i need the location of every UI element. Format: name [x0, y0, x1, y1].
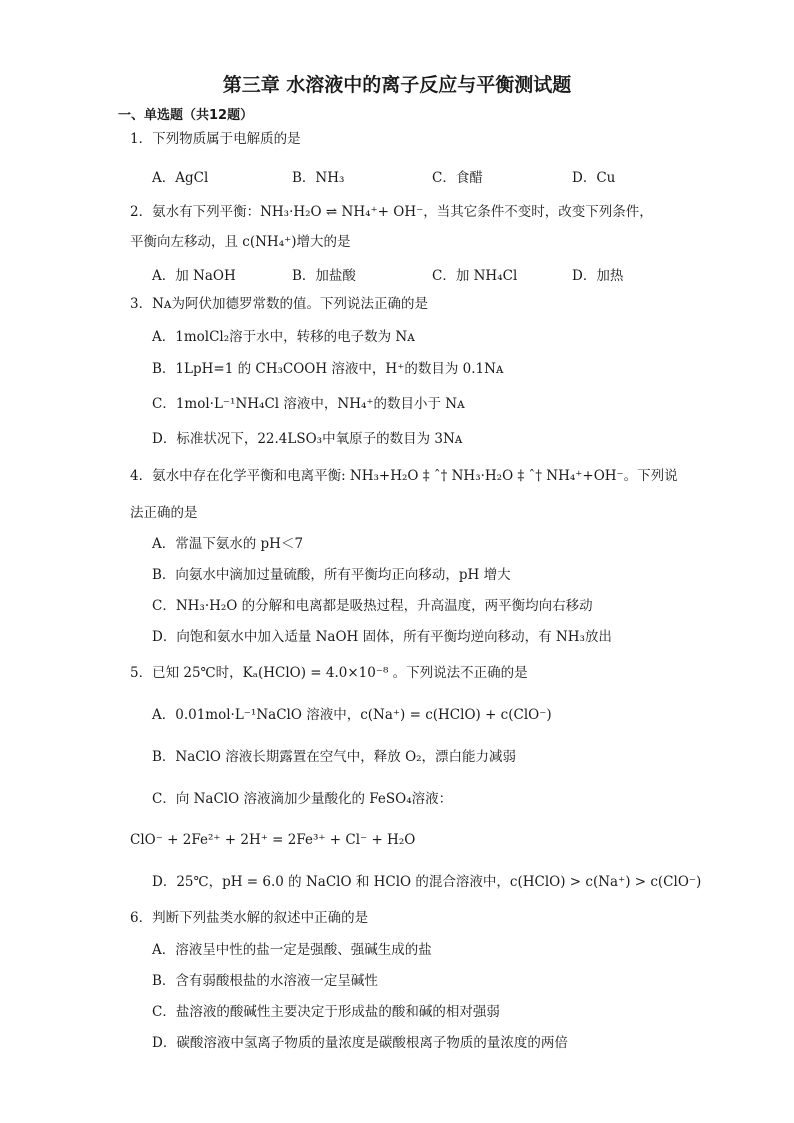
question-3-option-b: B．1LpH=1 的 CH₃COOH 溶液中，H⁺的数目为 0.1Nᴀ — [152, 361, 504, 377]
question-4-option-b: B．向氨水中滴加过量硫酸，所有平衡均正向移动，pH 增大 — [152, 567, 511, 583]
question-1-stem: 1．下列物质属于电解质的是 — [130, 131, 301, 147]
section-heading: 一、单选题（共12题） — [118, 108, 254, 123]
question-3-option-c: C．1mol·L⁻¹NH₄Cl 溶液中，NH₄⁺的数目小于 Nᴀ — [152, 396, 465, 412]
question-4-stem-line1: 4．氨水中存在化学平衡和电离平衡: NH₃+H₂O ‡ ˆ† NH₃·H₂O ‡ ˆ† NH₄⁺+OH⁻。下列说 — [130, 468, 678, 484]
question-5-option-b: B．NaClO 溶液长期露置在空气中，释放 O₂，漂白能力减弱 — [152, 749, 517, 765]
question-1-option-c: C．食醋 — [432, 170, 483, 186]
question-5-stem: 5．已知 25℃时，Kₐ(HClO) = 4.0×10⁻⁸ 。下列说法不正确的是 — [130, 665, 528, 681]
question-2-option-d: D．加热 — [572, 268, 624, 284]
page-title: 第三章 水溶液中的离子反应与平衡测试题 — [222, 74, 572, 96]
question-2-stem-line1: 2．氨水有下列平衡：NH₃·H₂O ⇌ NH₄⁺+ OH⁻，当其它条件不变时，改变下列条件， — [130, 204, 653, 220]
question-3-option-d: D．标准状况下，22.4LSO₃中氧原子的数目为 3Nᴀ — [152, 431, 463, 447]
question-1-option-a: A．AgCl — [152, 170, 209, 186]
question-1-option-b: B．NH₃ — [292, 170, 345, 186]
question-1-options — [152, 166, 690, 186]
question-2-option-b: B．加盐酸 — [292, 268, 356, 284]
question-4-option-c: C．NH₃·H₂O 的分解和电离都是吸热过程，升高温度，两平衡均向右移动 — [152, 598, 593, 614]
question-5-option-d: D．25℃，pH = 6.0 的 NaClO 和 HClO 的混合溶液中，c(HClO) > c(Na⁺) > c(ClO⁻) — [152, 874, 702, 890]
question-6-option-a: A．溶液呈中性的盐一定是强酸、强碱生成的盐 — [152, 942, 432, 958]
question-6-stem: 6．判断下列盐类水解的叙述中正确的是 — [130, 910, 369, 926]
question-3-stem: 3．Nᴀ为阿伏加德罗常数的值。下列说法正确的是 — [130, 296, 429, 312]
question-3-option-a: A．1molCl₂溶于水中，转移的电子数为 Nᴀ — [152, 329, 415, 345]
question-2-option-c: C．加 NH₄Cl — [432, 268, 518, 284]
question-6-option-b: B．含有弱酸根盐的水溶液一定呈碱性 — [152, 973, 378, 989]
question-2-option-a: A．加 NaOH — [152, 268, 236, 284]
question-4-stem-line2: 法正确的是 — [130, 505, 198, 521]
question-2-options — [152, 264, 690, 284]
question-5-option-c: C．向 NaClO 溶液滴加少量酸化的 FeSO₄溶液： — [152, 791, 453, 807]
question-5-equation: ClO⁻ + 2Fe²⁺ + 2H⁺ = 2Fe³⁺ + Cl⁻ + H₂O — [130, 832, 416, 848]
question-5-option-a: A．0.01mol·L⁻¹NaClO 溶液中，c(Na⁺) = c(HClO) + c(ClO⁻) — [152, 707, 552, 723]
question-6-option-d: D．碳酸溶液中氢离子物质的量浓度是碳酸根离子物质的量浓度的两倍 — [152, 1035, 568, 1051]
question-4-option-d: D．向饱和氨水中加入适量 NaOH 固体，所有平衡均逆向移动，有 NH₃放出 — [152, 629, 612, 645]
question-2-stem-line2: 平衡向左移动，且 c(NH₄⁺)增大的是 — [130, 234, 351, 250]
question-6-option-c: C．盐溶液的酸碱性主要决定于形成盐的酸和碱的相对强弱 — [152, 1004, 500, 1020]
question-1-option-d: D．Cu — [572, 170, 616, 186]
question-4-option-a: A．常温下氨水的 pH＜7 — [152, 536, 304, 552]
